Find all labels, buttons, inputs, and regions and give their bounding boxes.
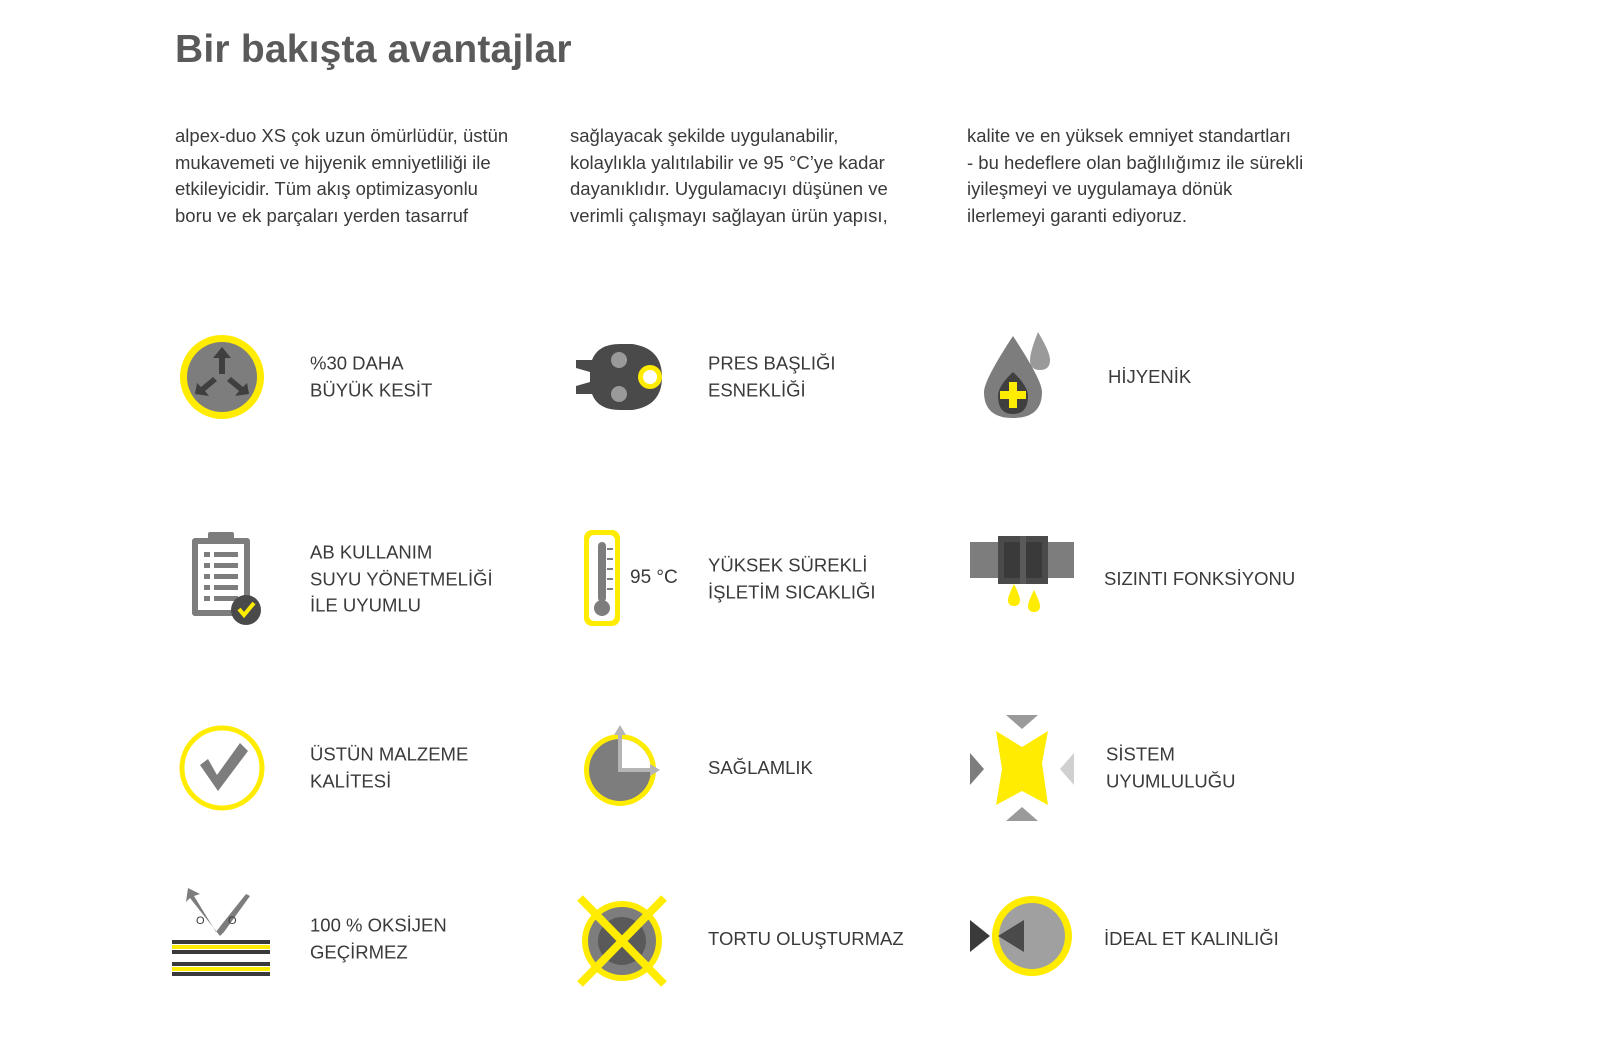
feature-strength	[570, 713, 950, 823]
feature-larger-cross-section	[170, 322, 550, 432]
intro-line: kalite ve en yüksek emniyet standartları	[967, 125, 1291, 146]
checkmark-circle-icon	[170, 713, 280, 823]
feature-label: TORTU OLUŞTURMAZ	[708, 927, 904, 949]
system-cross-icon	[968, 713, 1078, 823]
intro-line: boru ve ek parçaları yerden tasarruf	[175, 204, 469, 226]
svg-text:O: O	[228, 915, 237, 927]
feature-label: %30 DAHA BÜYÜK KESİT	[310, 352, 433, 400]
intro-line: etkileyicidir. Tüm akış optimizasyonlu	[175, 178, 478, 199]
intro-line: sağlayacak şekilde uygulanabilir,	[570, 125, 839, 146]
intro-column-1	[175, 123, 545, 229]
feature-label: İDEAL ET KALINLIĞI	[1104, 927, 1279, 949]
feature-label: SİSTEM UYUMLULUĞU	[1106, 743, 1236, 791]
arrows-circle-icon	[170, 322, 280, 432]
feature-label: ÜSTÜN MALZEME KALİTESİ	[310, 743, 469, 791]
intro-line: ilerlemeyi garanti ediyoruz.	[967, 204, 1188, 226]
feature-label: SAĞLAMLIK	[708, 756, 813, 778]
leak-pipe-icon	[968, 524, 1078, 634]
press-jaw-icon	[570, 322, 680, 432]
intro-line: iyileşmeyi ve uygulamaya dönük	[967, 178, 1233, 199]
strength-gauge-icon	[570, 713, 680, 823]
intro-line: alpex-duo XS çok uzun ömürlüdür, üstün	[175, 125, 509, 146]
intro-line: kolaylıkla yalıtılabilir ve 95 °C’ye kadar	[570, 151, 885, 173]
feature-oxygen-tight	[170, 884, 550, 994]
feature-label: HİJYENİK	[1108, 365, 1192, 387]
feature-label: YÜKSEK SÜREKLİ İŞLETİM SICAKLIĞI	[708, 554, 876, 602]
temperature-value: 95 °C	[630, 567, 678, 588]
feature-eu-drinking-water	[170, 524, 550, 634]
feature-wall-thickness	[968, 884, 1348, 994]
feature-material-quality	[170, 713, 550, 823]
intro-column-2	[570, 123, 940, 229]
feature-no-scale	[570, 884, 950, 994]
wall-thickness-icon	[968, 884, 1078, 994]
intro-line: - bu hedeflere olan bağlılığımız ile sürekli	[967, 151, 1304, 173]
feature-label: 100 % OKSİJEN GEÇİRMEZ	[310, 914, 447, 962]
hygiene-drop-icon	[968, 322, 1078, 432]
oxygen-barrier-icon	[170, 884, 280, 994]
feature-label: SIZINTI FONKSİYONU	[1104, 567, 1296, 589]
intro-column-3	[967, 123, 1337, 229]
feature-leak-function	[968, 524, 1348, 634]
feature-high-temperature	[570, 524, 950, 634]
no-scale-icon	[570, 884, 680, 994]
page-title: Bir bakışta avantajlar	[175, 28, 572, 71]
clipboard-check-icon	[170, 524, 280, 634]
intro-line: verimli çalışmayı sağlayan ürün yapısı,	[570, 204, 888, 226]
intro-line: dayanıklıdır. Uygulamacıyı düşünen ve	[570, 178, 888, 199]
feature-hygienic	[968, 322, 1348, 432]
intro-line: mukavemeti ve hijyenik emniyetliliği ile	[175, 151, 491, 173]
feature-label: PRES BAŞLIĞI ESNEKLİĞİ	[708, 352, 836, 400]
feature-system-compatibility	[968, 713, 1348, 823]
svg-text:O: O	[196, 915, 205, 927]
feature-press-jaw	[570, 322, 950, 432]
feature-label: AB KULLANIM SUYU YÖNETMELİĞİ İLE UYUMLU	[310, 541, 493, 616]
